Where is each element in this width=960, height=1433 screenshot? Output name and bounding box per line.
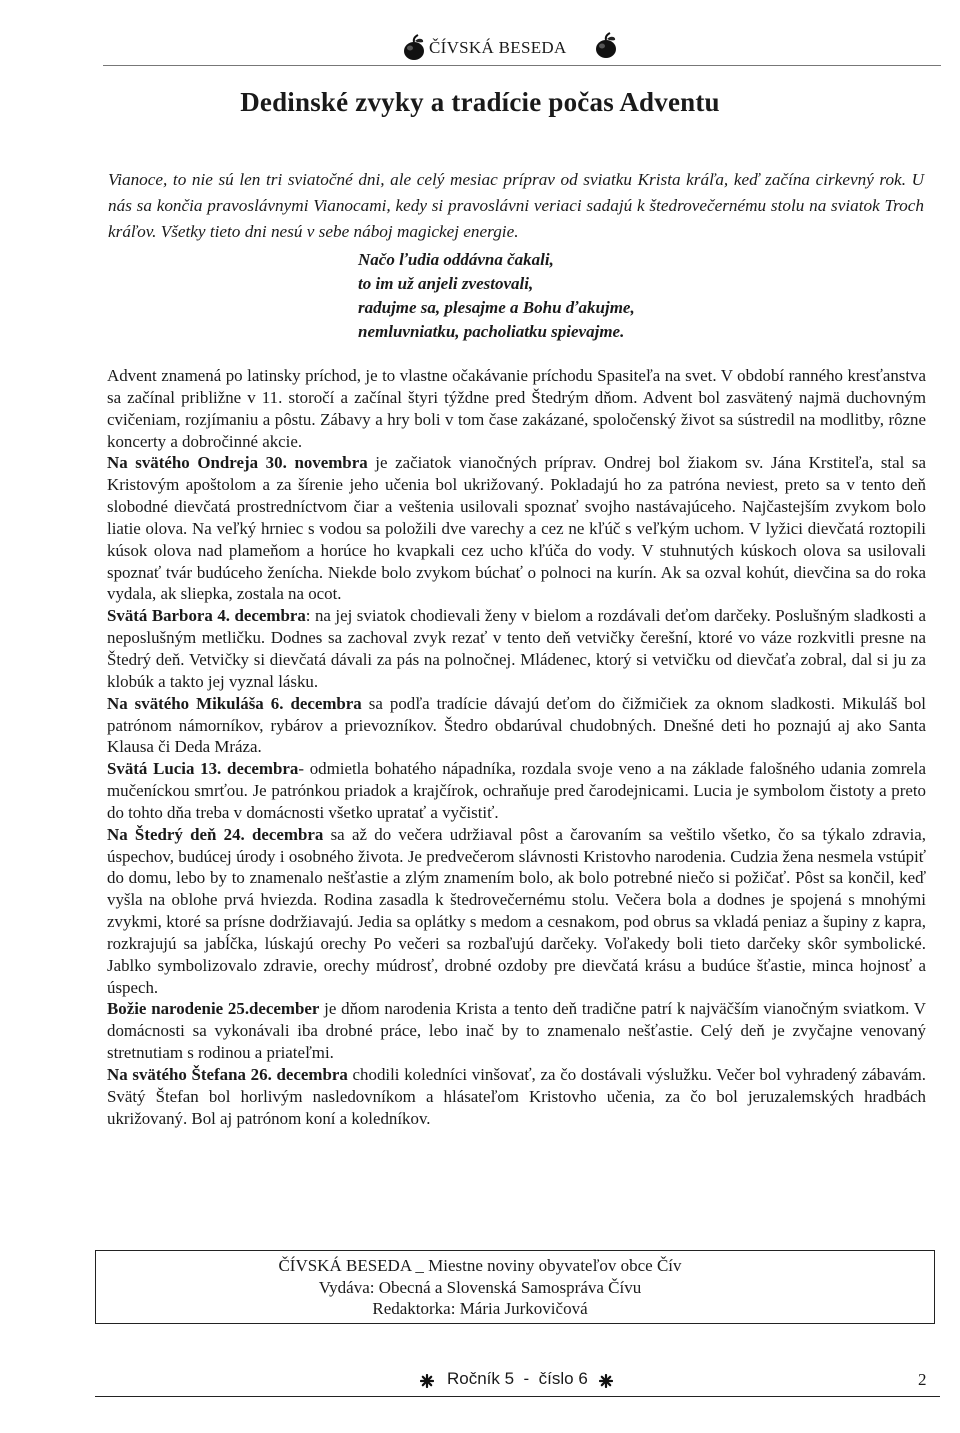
section-heading: Na svätého Ondreja 30.: [107, 453, 287, 473]
paragraph-text: je začiatok vianočných príprav. Ondrej bol žiakom sv. Jána Krstiteľa, stal sa Kristovým apoštolom a za šírenie jeho učenia bol ukrižovaný. Pokladajú ho za patróna neviest, preto sa v tento deň slobodné dievčatá prostredníctvom čiar a veštenia usilovali spoznať svojho nastávajúceho. Najčastejším zvykom bolo liatie olova. Na veľký hrniec s vodou sa položili dve varechy a cez ne kľúč s veľkým uchom. V lyžici dievčatá roztopili kúsok olova nad plameňom a horúce ho kvapkali cez ucho kľúča do vody. V stuhnutých kúskoch olova sa usilovali spoznať tvár budúceho ženícha. Niekde bolo zvykom búchať o polnoci na kurín. Ak sa ozval kohút, dievčina sa do roka vydala, ak sliepka, zostala na ocot.: [107, 453, 926, 604]
paragraph-lucia: [107, 758, 926, 824]
footer-divider: [95, 1396, 940, 1397]
masthead: [400, 34, 630, 60]
section-heading: Svätá Lucia 13. decembra: [107, 759, 299, 779]
paragraph-text: - odmietla bohatého nápadníka, rozdala svoje veno a na základe falošného udania zomrela mučeníckou smrťou. Je patrónkou priadok a krajčírok, ochraňuje pred čarodejnicami. Lucia je symbolom čistoty a preto do tohto dňa treba v domácnosti všetko upratať a vyčistiť.: [107, 759, 926, 822]
imprint-line: Redaktorka: Mária Jurkovičová: [372, 1299, 588, 1318]
paragraph-stedry-den: [107, 824, 926, 999]
article-intro: Vianoce, to nie sú len tri sviatočné dni, ale celý mesiac príprav od sviatku Krista kráľa, keď začína cirkevný rok. U nás sa končia pravoslávnymi Vianocami, kedy si pravoslávni veriaci sadajú k štedrovečernému stolu na sviatok Troch kráľov. Všetky tieto dni nesú v sebe náboj magickej energie.: [108, 170, 924, 241]
issue-label: [420, 1369, 660, 1393]
issue-text: Ročník 5 - číslo 6: [447, 1369, 588, 1388]
section-heading: novembra: [294, 453, 368, 473]
fruit-emblem-icon: [400, 34, 428, 62]
poem-line: to im už anjeli zvestovali,: [358, 274, 534, 293]
poem-line: Načo ľudia oddávna čakali,: [358, 250, 554, 269]
paragraph-mikulas: [107, 693, 926, 759]
section-heading: Na Štedrý deň 24. decembra: [107, 824, 324, 844]
paragraph-advent: Advent znamená po latinsky príchod, je to vlastne očakávanie príchodu Spasiteľa na svet. V období ranného kresťanstva sa začínal približne v 11. storočí a začínal štyri týždne pred Štedrým dňom. Advent bol zasvätený najmä duchovným cvičeniam, rozjímaniu a pôstu. Zábavy a hry boli v tom čase zakázané, spoločenský život sa sústredil na modlitby, rôzne koncerty a dobročinné akcie.: [107, 366, 926, 451]
poem: [358, 248, 778, 344]
imprint-line: ČÍVSKÁ BESEDA _ Miestne noviny obyvateľov obce Čív: [278, 1256, 682, 1275]
section-heading: Na svätého Mikuláša 6. decembra: [107, 693, 362, 713]
paragraph-text: sa až do večera udržiaval pôst a čarovaním sa veštilo všetko, čo sa týkalo zdravia, úspechov, budúcej úrody i osobného života. Je predvečerom slávnosti Kristovho narodenia. Cudzia žena nesmela vstúpiť do domu, lebo by to znamenalo nešťastie a zlým znamením bolo, ak bolo potrebné niečo si požičať. Pôst sa končil, keď vyšla na oblohe prvá hviezda. Rodina zasadla k štedrovečernému stolu. Večera bola a dodnes je spojená s mnohými zvykmi, ktoré sa prísne dodržiavajú. Jedia sa oplátky s medom a cesnakom, pod obrus sa vkladá peniaz a šupiny z kapra, rozkrajujú sa jabĺčka, lúskajú orechy Po večeri sa rozbaľujú darčeky. Voľakedy boli tieto darčeky skôr symbolické. Jablko symbolizovalo zdravie, orechy múdrosť, drobné ozdoby pre dievčatá krásu a budúce šťastie, minca hojnosť a úspech.: [107, 824, 926, 997]
fruit-emblem-icon: [592, 32, 620, 60]
imprint: [0, 1255, 960, 1320]
article-title: Dedinské zvyky a tradície počas Adventu: [240, 87, 720, 117]
asterisk-star-icon: [420, 1374, 434, 1388]
paragraph-text: : na jej sviatok chodievali ženy v bielom a rozdávali deťom darčeky. Poslušným sladkosti a neposlušným metličku. Dodnes sa zachoval zvyk rezať v tento deň vetvičky čerešní, ktoré vo váze rozkvitli presne na Štedrý deň. Vetvičky si dievčatá dávali za pás na polnočnej. Mládenec, ktorý si vetvičku od dievčaťa zobral, dal si ju za klobúk a takto jej vyznal lásku.: [107, 606, 926, 691]
article-body: [107, 365, 926, 1130]
page-number: 2: [918, 1370, 927, 1389]
poem-line: nemluvniatku, pacholiatku spievajme.: [358, 322, 625, 341]
page-header: [0, 8, 960, 66]
header-divider: [103, 65, 941, 66]
masthead-title: ČÍVSKÁ BESEDA: [429, 38, 567, 57]
paragraph-bozie-narodenie: [107, 998, 926, 1064]
section-heading: Božie narodenie 25.december: [107, 999, 320, 1019]
asterisk-star-icon: [599, 1374, 613, 1388]
poem-line: radujme sa, plesajme a Bohu ďakujme,: [358, 298, 635, 317]
paragraph-text: je dňom narodenia Krista a tento deň tradične patrí k najväčším vianočným sviatkom. V domácnosti sa vykonávali iba drobné práce, lebo inač by to znamenalo nešťastie. Celý deň je zvyčajne venovaný stretnutiam s rodinou a priateľmi.: [107, 999, 927, 1063]
paragraph-text: chodili koledníci vinšovať, za čo dostávali výslužku. Večer bol vyhradený zábavám. Svätý Štefan bol horlivým nasledovníkom a hlásateľom Kristovho učenia, za čo bol jeruzalemských hradbách ukrižovaný. Bol aj patrónom koní a koledníkov.: [107, 1065, 926, 1128]
paragraph-stefan: [107, 1064, 926, 1130]
paragraph-ondrej: [107, 452, 926, 605]
imprint-line: Vydáva: Obecná a Slovenská Samospráva Čívu: [318, 1277, 642, 1297]
paragraph-barbora: [107, 605, 926, 692]
paragraph-text: sa podľa tradície dávajú deťom do čižmičiek za oknom sladkosti. Mikuláš bol patrónom námorníkov, rybárov a prievozníkov. Štedro obdarúval chudobných. Dnešné deti ho poznajú aj ako Santa Klausa či Deda Mráza.: [107, 693, 926, 757]
section-heading: Svätá Barbora 4. decembra: [107, 606, 306, 626]
section-heading: Na svätého Štefana 26. decembra: [107, 1065, 348, 1084]
